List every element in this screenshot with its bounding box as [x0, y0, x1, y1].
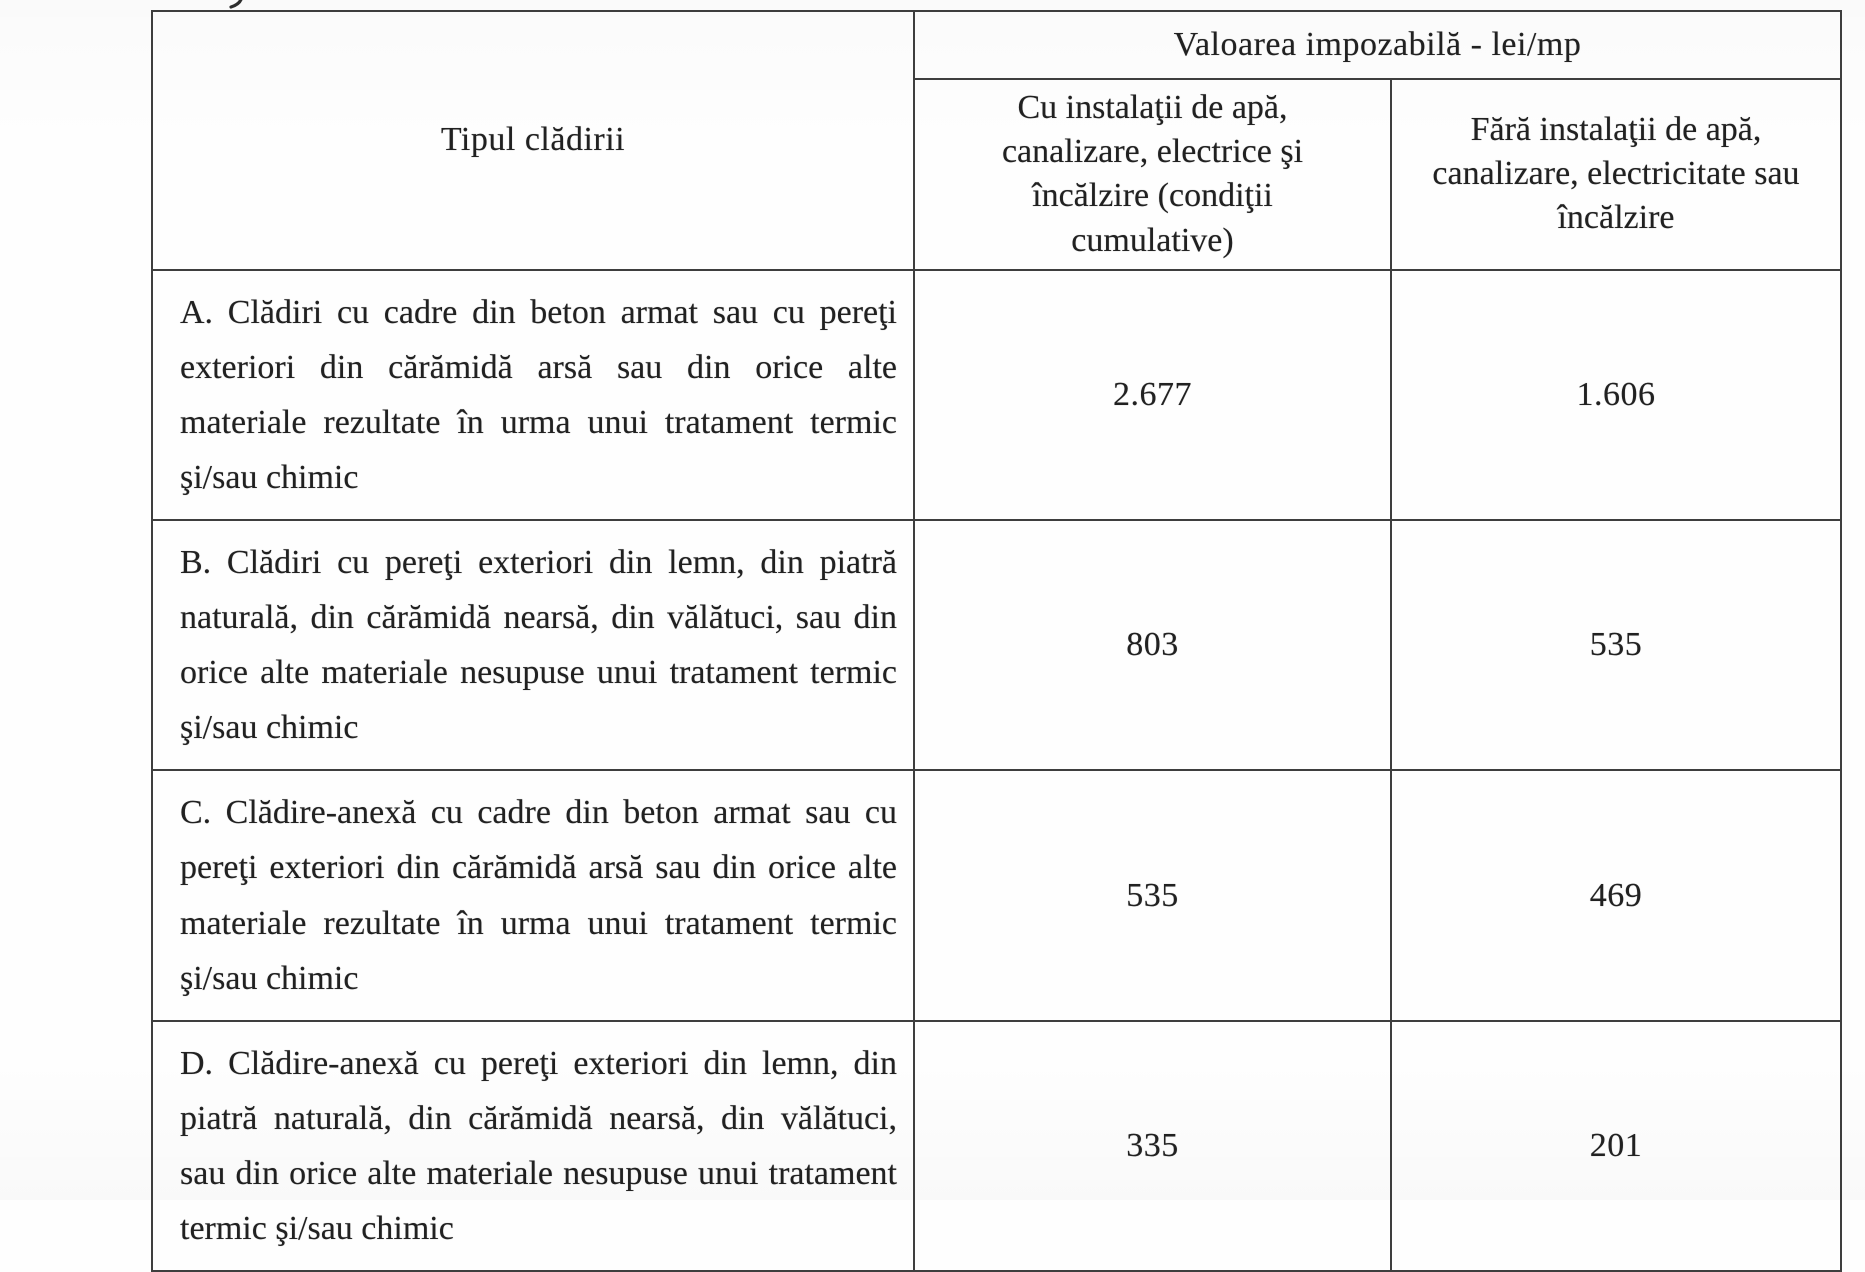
row-b-building-type: B. Clădiri cu pereţi exteriori din lemn, din piatră naturală, din cărămidă nearsă, din vălătuci, sau din orice alte materiale nesupuse unui tratament termic şi/sau chimic [152, 520, 914, 770]
row-b-value-with-installations: 803 [914, 520, 1391, 770]
header-row [152, 11, 1841, 79]
row-b-value-without-installations: 535 [1391, 520, 1841, 770]
table-row-a [152, 270, 1841, 520]
row-a-building-type: A. Clădiri cu cadre din beton armat sau cu pereţi exteriori din cărămidă arsă sau din orice alte materiale rezultate în urma unui tratament termic şi/sau chimic [152, 270, 914, 520]
column-header-without-installations: Fără instalaţii de apă, canalizare, electricitate sau încălzire [1391, 79, 1841, 270]
row-d-value-with-installations: 335 [914, 1021, 1391, 1271]
table-row-d [152, 1021, 1841, 1271]
row-a-value-with-installations: 2.677 [914, 270, 1391, 520]
row-a-value-without-installations: 1.606 [1391, 270, 1841, 520]
column-header-with-installations: Cu instalaţii de apă, canalizare, electrice şi încălzire (condiţii cumulative) [914, 79, 1391, 270]
row-c-value-with-installations: 535 [914, 770, 1391, 1020]
row-c-building-type: C. Clădire-anexă cu cadre din beton armat sau cu pereţi exteriori din cărămidă arsă sau din orice alte materiale rezultate în urma unui tratament termic şi/sau chimic [152, 770, 914, 1020]
row-c-value-without-installations: 469 [1391, 770, 1841, 1020]
column-header-taxable-value: Valoarea impozabilă - lei/mp [914, 11, 1841, 79]
row-d-value-without-installations: 201 [1391, 1021, 1841, 1271]
column-header-building-type: Tipul clădirii [152, 11, 914, 270]
table-row-b [152, 520, 1841, 770]
building-tax-table [151, 10, 1842, 1272]
scan-artifact-mark [228, 0, 246, 10]
row-d-building-type: D. Clădire-anexă cu pereţi exteriori din lemn, din piatră naturală, din cărămidă nearsă, din vălătuci, sau din orice alte materiale nesupuse unui tratament termic şi/sau chimic [152, 1021, 914, 1271]
table-row-c [152, 770, 1841, 1020]
